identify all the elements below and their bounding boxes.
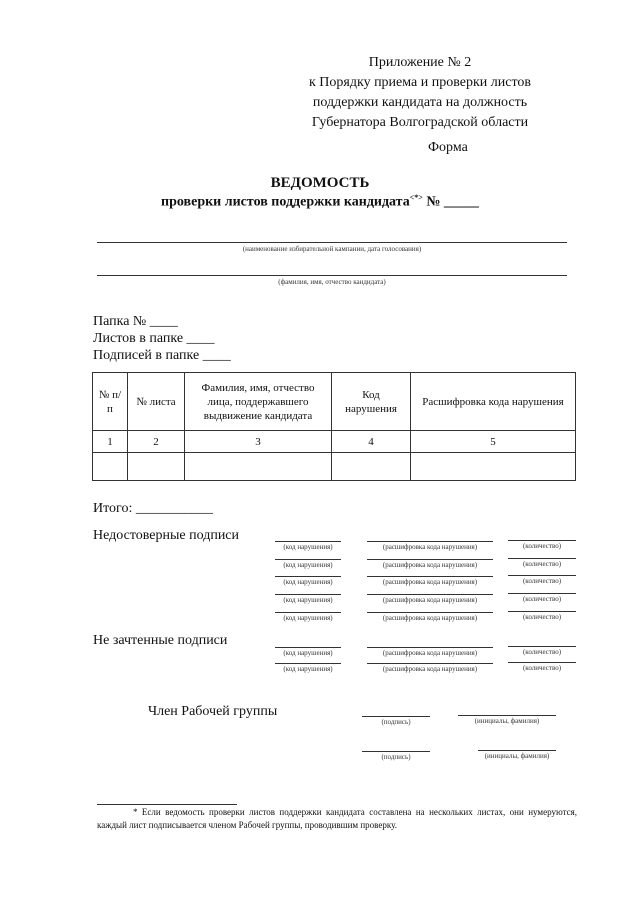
sheets-in-folder[interactable]: Листов в папке ____ <box>93 331 215 346</box>
count-field[interactable]: (количество) <box>508 558 576 568</box>
not-counted-signatures-label: Не зачтенные подписи <box>93 633 228 648</box>
document-subtitle <box>0 193 640 211</box>
decode-field[interactable]: (расшифровка кода нарушения) <box>367 647 493 657</box>
code-field[interactable]: (код нарушения) <box>275 612 341 622</box>
working-group-member-label: Член Рабочей группы <box>148 704 278 719</box>
header-cell: № листа <box>128 373 185 431</box>
column-number: 5 <box>411 431 576 453</box>
code-field[interactable]: (код нарушения) <box>275 647 341 657</box>
appendix-line-4: Губернатора Волгоградской области <box>311 115 529 130</box>
count-field[interactable]: (количество) <box>508 662 576 672</box>
table-cell[interactable] <box>93 453 128 481</box>
form-label: Форма <box>428 140 468 155</box>
count-field[interactable]: (количество) <box>508 611 576 621</box>
count-field[interactable]: (количество) <box>508 575 576 585</box>
column-number: 4 <box>332 431 411 453</box>
column-number: 1 <box>93 431 128 453</box>
total-field[interactable]: Итого: ___________ <box>93 501 213 516</box>
header-cell: Фамилия, имя, отчество лица, поддержавшего выдвижение кандидата <box>185 373 332 431</box>
count-field[interactable]: (количество) <box>508 540 576 550</box>
table-number-row <box>93 431 576 453</box>
table-row[interactable] <box>93 453 576 481</box>
decode-field[interactable]: (расшифровка кода нарушения) <box>367 541 493 551</box>
table-cell[interactable] <box>128 453 185 481</box>
appendix-line-3: поддержки кандидата на должность <box>312 95 528 110</box>
candidate-line[interactable] <box>97 275 567 276</box>
appendix-line-1: Приложение № 2 <box>368 55 472 70</box>
header-cell: Код нарушения <box>332 373 411 431</box>
appendix-header <box>270 53 570 133</box>
decode-field[interactable]: (расшифровка кода нарушения) <box>367 663 493 673</box>
signatures-in-folder[interactable]: Подписей в папке ____ <box>93 348 231 363</box>
decode-field[interactable]: (расшифровка кода нарушения) <box>367 612 493 622</box>
table-cell[interactable] <box>411 453 576 481</box>
check-table <box>92 372 576 481</box>
campaign-caption: (наименование избирательной кампании, дата голосования) <box>242 245 422 253</box>
candidate-caption: (фамилия, имя, отчество кандидата) <box>278 278 386 286</box>
footnote: * Если ведомость проверки листов поддержки кандидата составлена на нескольких листах, они нумеруются, каждый лист подписывается членом Рабочей группы, проводившим проверку. <box>97 807 577 830</box>
decode-field[interactable]: (расшифровка кода нарушения) <box>367 594 493 604</box>
unreliable-signatures-label: Недостоверные подписи <box>93 528 240 543</box>
table-header-row <box>93 373 576 431</box>
signature-field[interactable]: (подпись) <box>362 716 430 726</box>
table-cell[interactable] <box>185 453 332 481</box>
decode-field[interactable]: (расшифровка кода нарушения) <box>367 559 493 569</box>
code-field[interactable]: (код нарушения) <box>275 541 341 551</box>
campaign-line[interactable] <box>97 242 567 243</box>
decode-field[interactable]: (расшифровка кода нарушения) <box>367 576 493 586</box>
appendix-line-2: к Порядку приема и проверки листов <box>308 75 531 90</box>
count-field[interactable]: (количество) <box>508 593 576 603</box>
column-number: 3 <box>185 431 332 453</box>
code-field[interactable]: (код нарушения) <box>275 559 341 569</box>
code-field[interactable]: (код нарушения) <box>275 576 341 586</box>
count-field[interactable]: (количество) <box>508 646 576 656</box>
initials-field[interactable]: (инициалы, фамилия) <box>478 750 556 760</box>
initials-field[interactable]: (инициалы, фамилия) <box>458 715 556 725</box>
document-title: ВЕДОМОСТЬ <box>270 175 370 191</box>
signature-field[interactable]: (подпись) <box>362 751 430 761</box>
code-field[interactable]: (код нарушения) <box>275 594 341 604</box>
header-cell: Расшифровка кода нарушения <box>411 373 576 431</box>
code-field[interactable]: (код нарушения) <box>275 663 341 673</box>
folder-number[interactable]: Папка № ____ <box>93 314 178 329</box>
subtitle-number: № _____ <box>426 194 479 210</box>
subtitle-text: проверки листов поддержки кандидата <box>161 194 410 210</box>
column-number: 2 <box>128 431 185 453</box>
table-cell[interactable] <box>332 453 411 481</box>
footnote-divider <box>97 804 237 805</box>
footnote-mark: <*> <box>409 193 423 202</box>
header-cell: № п/п <box>93 373 128 431</box>
